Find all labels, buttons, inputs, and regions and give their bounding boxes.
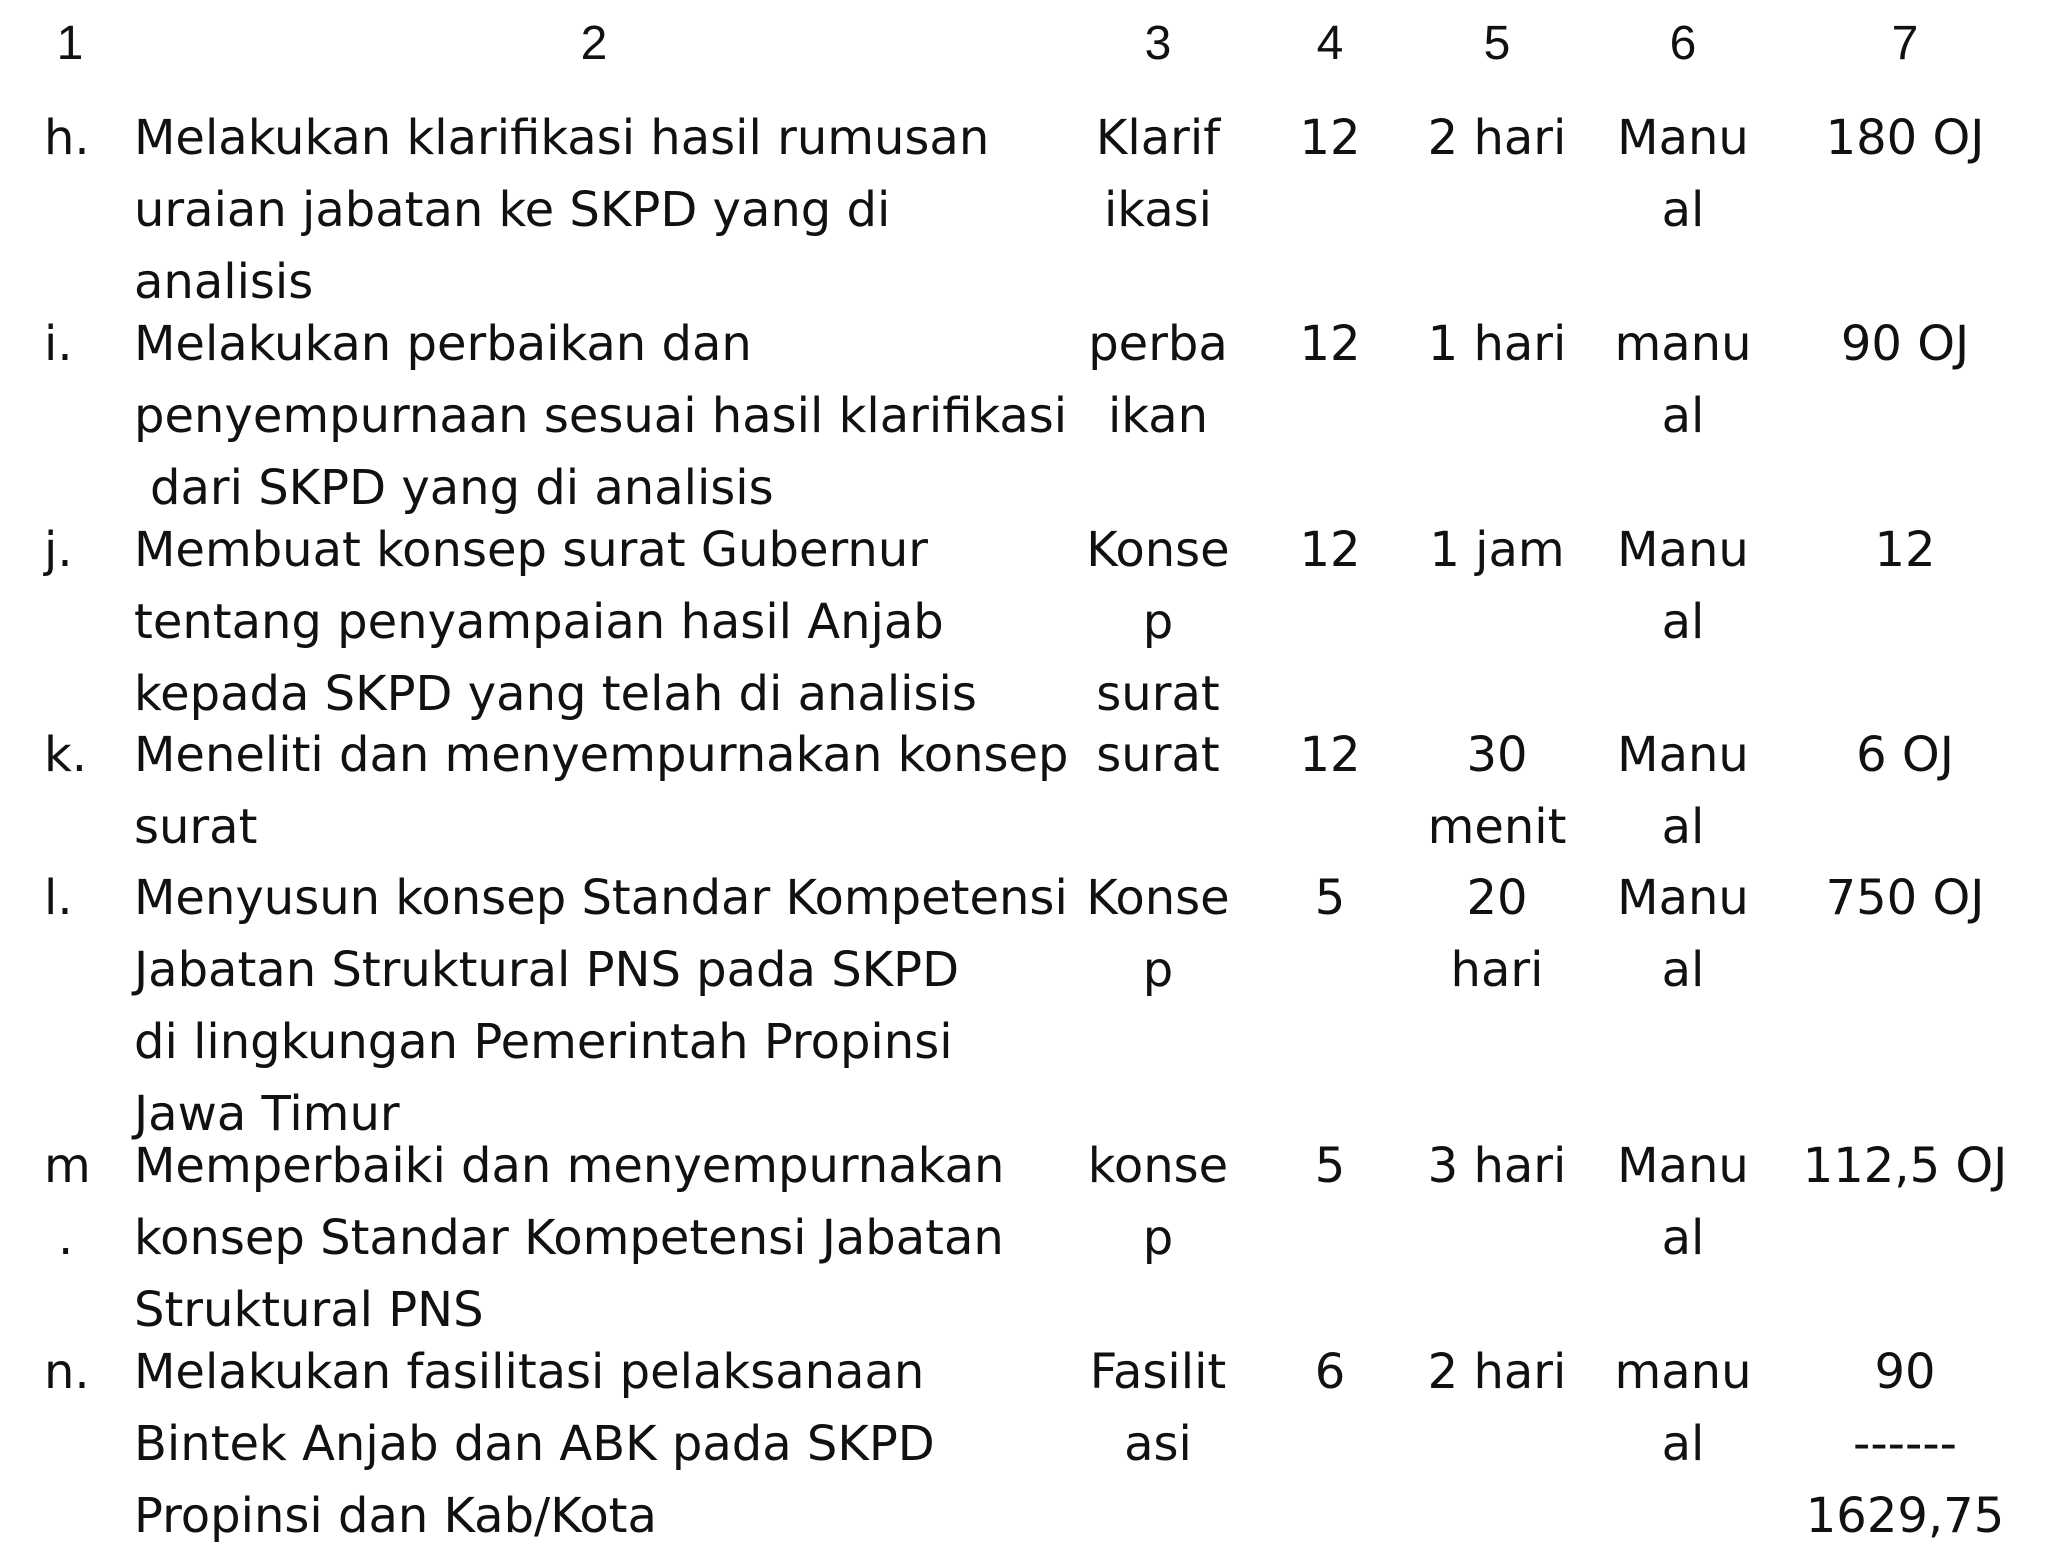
row-label: k. <box>44 727 88 783</box>
quantity-cell: 12 <box>1299 316 1361 372</box>
method-line: Manu <box>1617 522 1749 578</box>
description-line: di lingkungan Pemerintah Propinsi <box>134 1014 953 1070</box>
workload-cell <box>1780 1336 2030 1552</box>
column-header-5: 5 <box>1483 17 1511 70</box>
row-label: j. <box>44 522 73 578</box>
duration-line: 20 <box>1466 870 1528 926</box>
method-line: al <box>1661 182 1705 238</box>
output-line: Fasilit <box>1089 1344 1227 1400</box>
method-line: Manu <box>1617 727 1749 783</box>
method-line: manu <box>1614 316 1752 372</box>
method-line: al <box>1661 1210 1705 1266</box>
method-line: Manu <box>1617 110 1749 166</box>
activity-description <box>134 1336 1054 1552</box>
method-cell <box>1588 514 1778 658</box>
row-label <box>44 1130 134 1274</box>
output-line: ikasi <box>1103 182 1213 238</box>
output-cell <box>1078 308 1238 452</box>
quantity-cell: 12 <box>1299 110 1361 166</box>
description-line: Propinsi dan Kab/Kota <box>134 1488 657 1544</box>
total-separator: ------ <box>1853 1416 1957 1472</box>
method-cell <box>1588 719 1778 863</box>
column-header-1: 1 <box>56 17 84 70</box>
method-line: Manu <box>1617 1138 1749 1194</box>
output-line: p <box>1142 594 1174 650</box>
workload-cell: 112,5 OJ <box>1802 1138 2008 1194</box>
activity-description <box>134 719 1069 863</box>
description-line: surat <box>134 799 258 855</box>
quantity-cell: 12 <box>1299 522 1361 578</box>
description-line: Menyusun konsep Standar Kompetensi <box>134 870 1068 926</box>
column-header-2: 2 <box>580 17 608 70</box>
duration-cell: 1 hari <box>1427 316 1567 372</box>
workload-cell: 180 OJ <box>1825 110 1985 166</box>
workload-cell: 90 OJ <box>1840 316 1970 372</box>
description-line: analisis <box>134 254 314 310</box>
description-line: dari SKPD yang di analisis <box>150 460 774 516</box>
method-line: al <box>1661 388 1705 444</box>
output-cell <box>1078 719 1238 791</box>
method-line: al <box>1661 594 1705 650</box>
activity-description <box>134 1130 1054 1346</box>
output-line: Konse <box>1086 870 1230 926</box>
output-cell <box>1078 514 1238 730</box>
workload-cell: 750 OJ <box>1825 870 1985 926</box>
output-line: surat <box>1096 666 1220 722</box>
activity-description <box>134 862 1068 1150</box>
quantity-cell: 12 <box>1299 727 1361 783</box>
output-cell <box>1078 102 1238 246</box>
workload-cell: 12 <box>1874 522 1936 578</box>
output-line: ikan <box>1107 388 1209 444</box>
method-line: Manu <box>1617 870 1749 926</box>
duration-line: 30 <box>1466 727 1528 783</box>
description-line: Melakukan perbaikan dan <box>134 316 752 372</box>
description-line: penyempurnaan sesuai hasil klarifikasi <box>134 388 1068 444</box>
duration-line: menit <box>1427 799 1567 855</box>
activity-description <box>134 514 1054 730</box>
description-line: Melakukan klarifikasi hasil rumusan <box>134 110 990 166</box>
workload-line: 90 <box>1874 1344 1936 1400</box>
output-line: asi <box>1124 1416 1192 1472</box>
row-label: l. <box>44 870 73 926</box>
method-line: al <box>1661 1416 1705 1472</box>
output-line: surat <box>1096 727 1220 783</box>
row-label-line: . <box>58 1210 74 1266</box>
description-line: Membuat konsep surat Gubernur <box>134 522 928 578</box>
description-line: Jawa Timur <box>134 1086 400 1142</box>
row-label-line: m <box>44 1138 91 1194</box>
description-line: Meneliti dan menyempurnakan konsep <box>134 727 1069 783</box>
duration-line: hari <box>1450 942 1544 998</box>
description-line: uraian jabatan ke SKPD yang di <box>134 182 891 238</box>
output-line: p <box>1142 1210 1174 1266</box>
quantity-cell: 5 <box>1314 1138 1346 1194</box>
method-line: al <box>1661 942 1705 998</box>
duration-cell: 2 hari <box>1427 1344 1567 1400</box>
output-cell <box>1078 862 1238 1006</box>
method-cell <box>1588 1336 1778 1480</box>
duration-cell: 3 hari <box>1427 1138 1567 1194</box>
description-line: Jabatan Struktural PNS pada SKPD <box>134 942 960 998</box>
column-header-6: 6 <box>1669 17 1697 70</box>
duration-cell <box>1402 862 1592 1006</box>
description-line: kepada SKPD yang telah di analisis <box>134 666 977 722</box>
output-cell <box>1078 1336 1238 1480</box>
method-cell <box>1588 1130 1778 1274</box>
quantity-cell: 5 <box>1314 870 1346 926</box>
activity-description <box>134 308 1068 524</box>
duration-cell: 2 hari <box>1427 110 1567 166</box>
column-header-7: 7 <box>1891 17 1919 70</box>
description-line: konsep Standar Kompetensi Jabatan <box>134 1210 1004 1266</box>
quantity-cell: 6 <box>1314 1344 1346 1400</box>
row-label: h. <box>44 110 90 166</box>
description-line: Memperbaiki dan menyempurnakan <box>134 1138 1005 1194</box>
description-line: tentang penyampaian hasil Anjab <box>134 594 944 650</box>
column-header-4: 4 <box>1316 17 1344 70</box>
column-header-3: 3 <box>1144 17 1172 70</box>
method-cell <box>1588 862 1778 1006</box>
duration-cell: 1 jam <box>1429 522 1565 578</box>
activity-description <box>134 102 1054 318</box>
method-line: al <box>1661 799 1705 855</box>
method-cell <box>1588 102 1778 246</box>
description-line: Struktural PNS <box>134 1282 484 1338</box>
output-cell <box>1078 1130 1238 1274</box>
description-line: Bintek Anjab dan ABK pada SKPD <box>134 1416 935 1472</box>
row-label: i. <box>44 316 73 372</box>
output-line: konse <box>1087 1138 1229 1194</box>
workload-cell: 6 OJ <box>1856 727 1954 783</box>
duration-cell <box>1402 719 1592 863</box>
method-line: manu <box>1614 1344 1752 1400</box>
row-label: n. <box>44 1344 90 1400</box>
output-line: perba <box>1088 316 1228 372</box>
output-line: Konse <box>1086 522 1230 578</box>
output-line: p <box>1142 942 1174 998</box>
output-line: Klarif <box>1095 110 1221 166</box>
total-value: 1629,75 <box>1805 1488 2005 1544</box>
description-line: Melakukan fasilitasi pelaksanaan <box>134 1344 925 1400</box>
method-cell <box>1588 308 1778 452</box>
